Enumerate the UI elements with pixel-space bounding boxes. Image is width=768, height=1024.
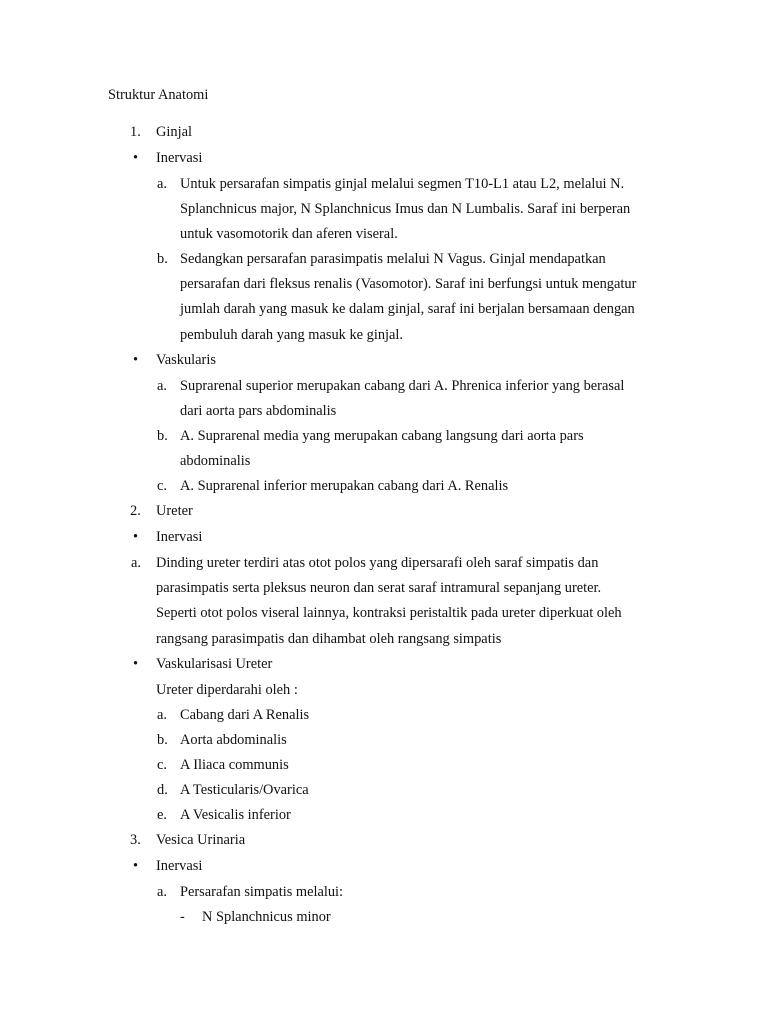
bullet-icon: • [133,352,139,368]
bullet-icon: • [133,150,139,166]
list-item-line: Splanchnicus major, N Splanchnicus Imus dan N Lumbalis. Saraf ini berperan [180,201,631,217]
list-item-line: A. Suprarenal inferior merupakan cabang dari A. Renalis [180,478,509,494]
list-item-line: Suprarenal superior merupakan cabang dari A. Phrenica inferior yang berasal [180,378,625,394]
list-marker: a. [157,378,167,394]
list-item-line: parasimpatis serta pleksus neuron dan serat saraf intramural sepanjang ureter. [156,580,602,596]
list-item-line: A Iliaca communis [180,757,289,773]
list-marker: b. [157,251,168,267]
list-item-line: Seperti otot polos viseral lainnya, kontraksi peristaltik pada ureter diperkuat oleh [156,605,622,621]
list-marker: e. [157,807,167,823]
list-item-line: pembuluh darah yang masuk ke ginjal. [180,327,403,343]
section-heading: Vesica Urinaria [156,832,246,848]
list-item-line: Sedangkan persarafan parasimpatis melalui N Vagus. Ginjal mendapatkan [180,251,606,267]
bullet-icon: • [133,858,139,874]
list-marker: b. [157,732,168,748]
bullet-icon: • [133,529,139,545]
subheading: Inervasi [156,858,203,874]
list-item-line: Dinding ureter terdiri atas otot polos yang dipersarafi oleh saraf simpatis dan [156,555,599,571]
list-item-line: Cabang dari A Renalis [180,707,310,723]
list-item-line: abdominalis [180,453,251,469]
subheading: Inervasi [156,150,203,166]
section-number: 2. [130,503,141,519]
section-number: 3. [130,832,141,848]
list-item-line: untuk vasomotorik dan aferen viseral. [180,226,398,242]
list-item-line: A Vesicalis inferior [180,807,291,823]
list-marker: c. [157,757,167,773]
list-item-line: jumlah darah yang masuk ke dalam ginjal, saraf ini berjalan bersamaan dengan [180,301,635,317]
list-marker: d. [157,782,168,798]
list-item-line: rangsang parasimpatis dan dihambat oleh rangsang simpatis [156,631,502,647]
section-number: 1. [130,124,141,140]
list-marker: a. [157,176,167,192]
list-item-line: dari aorta pars abdominalis [180,403,337,419]
list-item-line: A. Suprarenal media yang merupakan cabang langsung dari aorta pars [180,428,584,444]
subheading: Vaskularis [156,352,216,368]
list-item-line: persarafan dari fleksus renalis (Vasomotor). Saraf ini berfungsi untuk mengatur [180,276,637,292]
sublist-item: N Splanchnicus minor [202,909,331,925]
bullet-icon: • [133,656,139,672]
list-marker: a. [157,884,167,900]
list-item-line: Aorta abdominalis [180,732,287,748]
list-marker: a. [131,555,141,571]
section-heading: Ginjal [156,124,192,140]
subheading: Inervasi [156,529,203,545]
list-marker: c. [157,478,167,494]
dash-marker: - [180,909,185,925]
list-item-line: Untuk persarafan simpatis ginjal melalui segmen T10-L1 atau L2, melalui N. [180,176,625,192]
list-item-line: A Testicularis/Ovarica [180,782,309,798]
intro-text: Ureter diperdarahi oleh : [156,682,298,698]
list-marker: b. [157,428,168,444]
section-heading: Ureter [156,503,193,519]
document-title: Struktur Anatomi [108,87,209,103]
list-item-line: Persarafan simpatis melalui: [180,884,344,900]
list-marker: a. [157,707,167,723]
subheading: Vaskularisasi Ureter [156,656,273,672]
